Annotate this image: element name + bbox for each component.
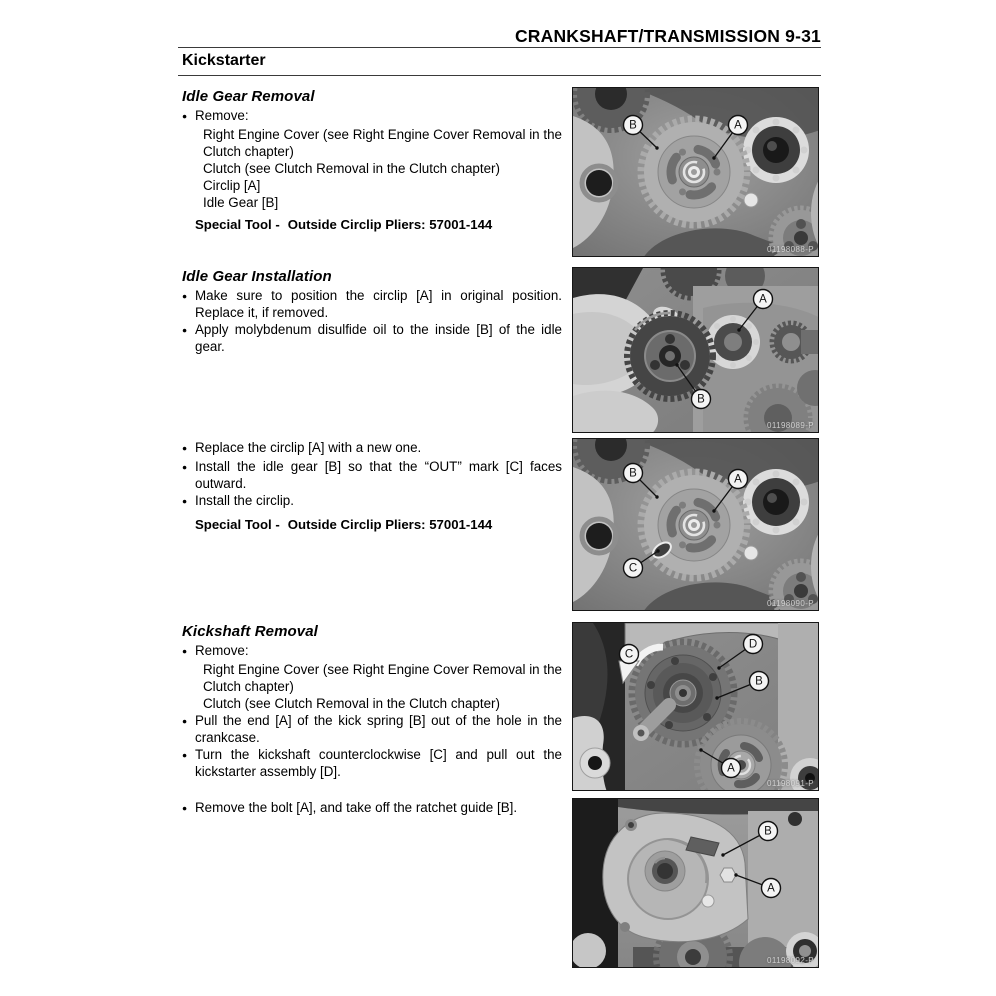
instruction-text: Remove the bolt [A], and take off the ratchet guide [B]. bbox=[195, 800, 518, 815]
callout-pointer-dot bbox=[655, 495, 658, 498]
list-item bbox=[182, 642, 562, 661]
callout-label: B bbox=[697, 393, 705, 406]
callout-pointer-dot bbox=[675, 363, 678, 366]
callout-pointer-dot bbox=[737, 328, 740, 331]
photo-code: 01198090-P bbox=[767, 599, 814, 608]
remove-item: Right Engine Cover (see Right Engine Cover Removal in the Clutch chapter) bbox=[203, 662, 562, 694]
callout-label: A bbox=[734, 119, 742, 132]
figure-idle-gear-out-mark bbox=[572, 438, 819, 611]
photo-code: 01198088-P bbox=[767, 245, 814, 254]
kickshaft-removal-section bbox=[182, 623, 562, 780]
callout-label: B bbox=[755, 675, 763, 688]
list-item bbox=[182, 287, 562, 321]
list-item bbox=[182, 746, 562, 780]
callout-label: B bbox=[629, 467, 637, 480]
bullet-icon bbox=[182, 642, 195, 661]
figure-idle-gear-installation bbox=[572, 267, 819, 433]
bullet-icon bbox=[182, 439, 195, 458]
circlip-install-section bbox=[182, 439, 562, 533]
callout-label: A bbox=[734, 473, 742, 486]
callout-label: A bbox=[759, 293, 767, 306]
bullet-icon bbox=[182, 712, 195, 746]
callout-pointer-dot bbox=[699, 748, 702, 751]
section-rule bbox=[178, 75, 821, 76]
special-tool-note bbox=[195, 516, 562, 533]
list-item bbox=[182, 107, 562, 126]
ratchet-guide-section bbox=[182, 799, 562, 818]
remove-item: Clutch (see Clutch Removal in the Clutch chapter) bbox=[203, 696, 500, 711]
kickshaft-removal-heading: Kickshaft Removal bbox=[182, 623, 318, 640]
bullet-icon bbox=[182, 321, 195, 355]
instruction-text: Install the idle gear [B] so that the “OUT” mark [C] faces outward. bbox=[195, 459, 562, 491]
callout-overlay bbox=[573, 799, 819, 968]
list-item bbox=[182, 321, 562, 355]
callout-overlay bbox=[573, 623, 819, 791]
callout-overlay bbox=[573, 88, 819, 257]
callout-label: C bbox=[628, 562, 638, 575]
figure-ratchet-guide bbox=[572, 798, 819, 968]
list-item bbox=[182, 439, 562, 458]
special-tool-value: Outside Circlip Pliers: 57001-144 bbox=[287, 517, 493, 532]
section-title: Kickstarter bbox=[182, 52, 266, 69]
instruction-text: Turn the kickshaft counterclockwise [C] and pull out the kickstarter assembly [D]. bbox=[195, 747, 562, 779]
special-tool-label: Special Tool - bbox=[195, 217, 280, 232]
instruction-text: Install the circlip. bbox=[195, 493, 294, 508]
instruction-text: Pull the end [A] of the kick spring [B] out of the hole in the crankcase. bbox=[195, 713, 562, 745]
instruction-text: Make sure to position the circlip [A] in original position. Replace it, if removed. bbox=[195, 288, 562, 320]
callout-pointer-dot bbox=[734, 873, 737, 876]
callout-label: A bbox=[767, 882, 775, 895]
callout-pointer-dot bbox=[712, 509, 715, 512]
figure-kickshaft-removal bbox=[572, 622, 819, 791]
instruction-text: Remove: bbox=[195, 108, 249, 123]
callout-pointer-dot bbox=[715, 696, 718, 699]
callout-overlay bbox=[573, 268, 819, 433]
list-item bbox=[182, 458, 562, 492]
remove-item: Circlip [A] bbox=[203, 178, 261, 193]
bullet-icon bbox=[182, 287, 195, 321]
callout-overlay bbox=[573, 439, 819, 611]
instruction-text: Remove: bbox=[195, 643, 249, 658]
remove-item: Idle Gear [B] bbox=[203, 195, 279, 210]
callout-pointer-dot bbox=[712, 156, 715, 159]
instruction-text: Apply molybdenum disulfide oil to the inside [B] of the idle gear. bbox=[195, 322, 562, 354]
idle-gear-installation-section bbox=[182, 268, 562, 355]
remove-item: Clutch (see Clutch Removal in the Clutch chapter) bbox=[203, 161, 500, 176]
idle-gear-removal-section bbox=[182, 88, 562, 233]
bullet-icon bbox=[182, 107, 195, 126]
list-item bbox=[182, 492, 562, 511]
list-item bbox=[182, 799, 562, 818]
page-header: CRANKSHAFT/TRANSMISSION 9-31 bbox=[514, 26, 821, 46]
idle-gear-installation-heading: Idle Gear Installation bbox=[182, 268, 332, 285]
instruction-text: Replace the circlip [A] with a new one. bbox=[195, 440, 422, 455]
figure-idle-gear-removal bbox=[572, 87, 819, 257]
bullet-icon bbox=[182, 458, 195, 492]
bullet-icon bbox=[182, 746, 195, 780]
photo-code: 01198091-P bbox=[767, 779, 814, 788]
callout-label: A bbox=[727, 762, 735, 775]
header-rule bbox=[178, 47, 821, 48]
callout-pointer-dot bbox=[655, 146, 658, 149]
callout-label: B bbox=[764, 825, 772, 838]
callout-pointer-dot bbox=[656, 549, 659, 552]
bullet-icon bbox=[182, 799, 195, 818]
callout-pointer-dot bbox=[717, 666, 720, 669]
special-tool-label: Special Tool - bbox=[195, 517, 280, 532]
special-tool-note bbox=[195, 216, 562, 233]
remove-item: Right Engine Cover (see Right Engine Cover Removal in the Clutch chapter) bbox=[203, 127, 562, 159]
callout-label: C bbox=[624, 648, 634, 661]
photo-code: 01198092-P bbox=[767, 956, 814, 965]
idle-gear-removal-heading: Idle Gear Removal bbox=[182, 88, 315, 105]
callout-label: B bbox=[629, 119, 637, 132]
callout-label: D bbox=[748, 638, 758, 651]
list-item bbox=[182, 712, 562, 746]
special-tool-value: Outside Circlip Pliers: 57001-144 bbox=[287, 217, 493, 232]
bullet-icon bbox=[182, 492, 195, 511]
callout-pointer-dot bbox=[721, 853, 724, 856]
photo-code: 01198089-P bbox=[767, 421, 814, 430]
